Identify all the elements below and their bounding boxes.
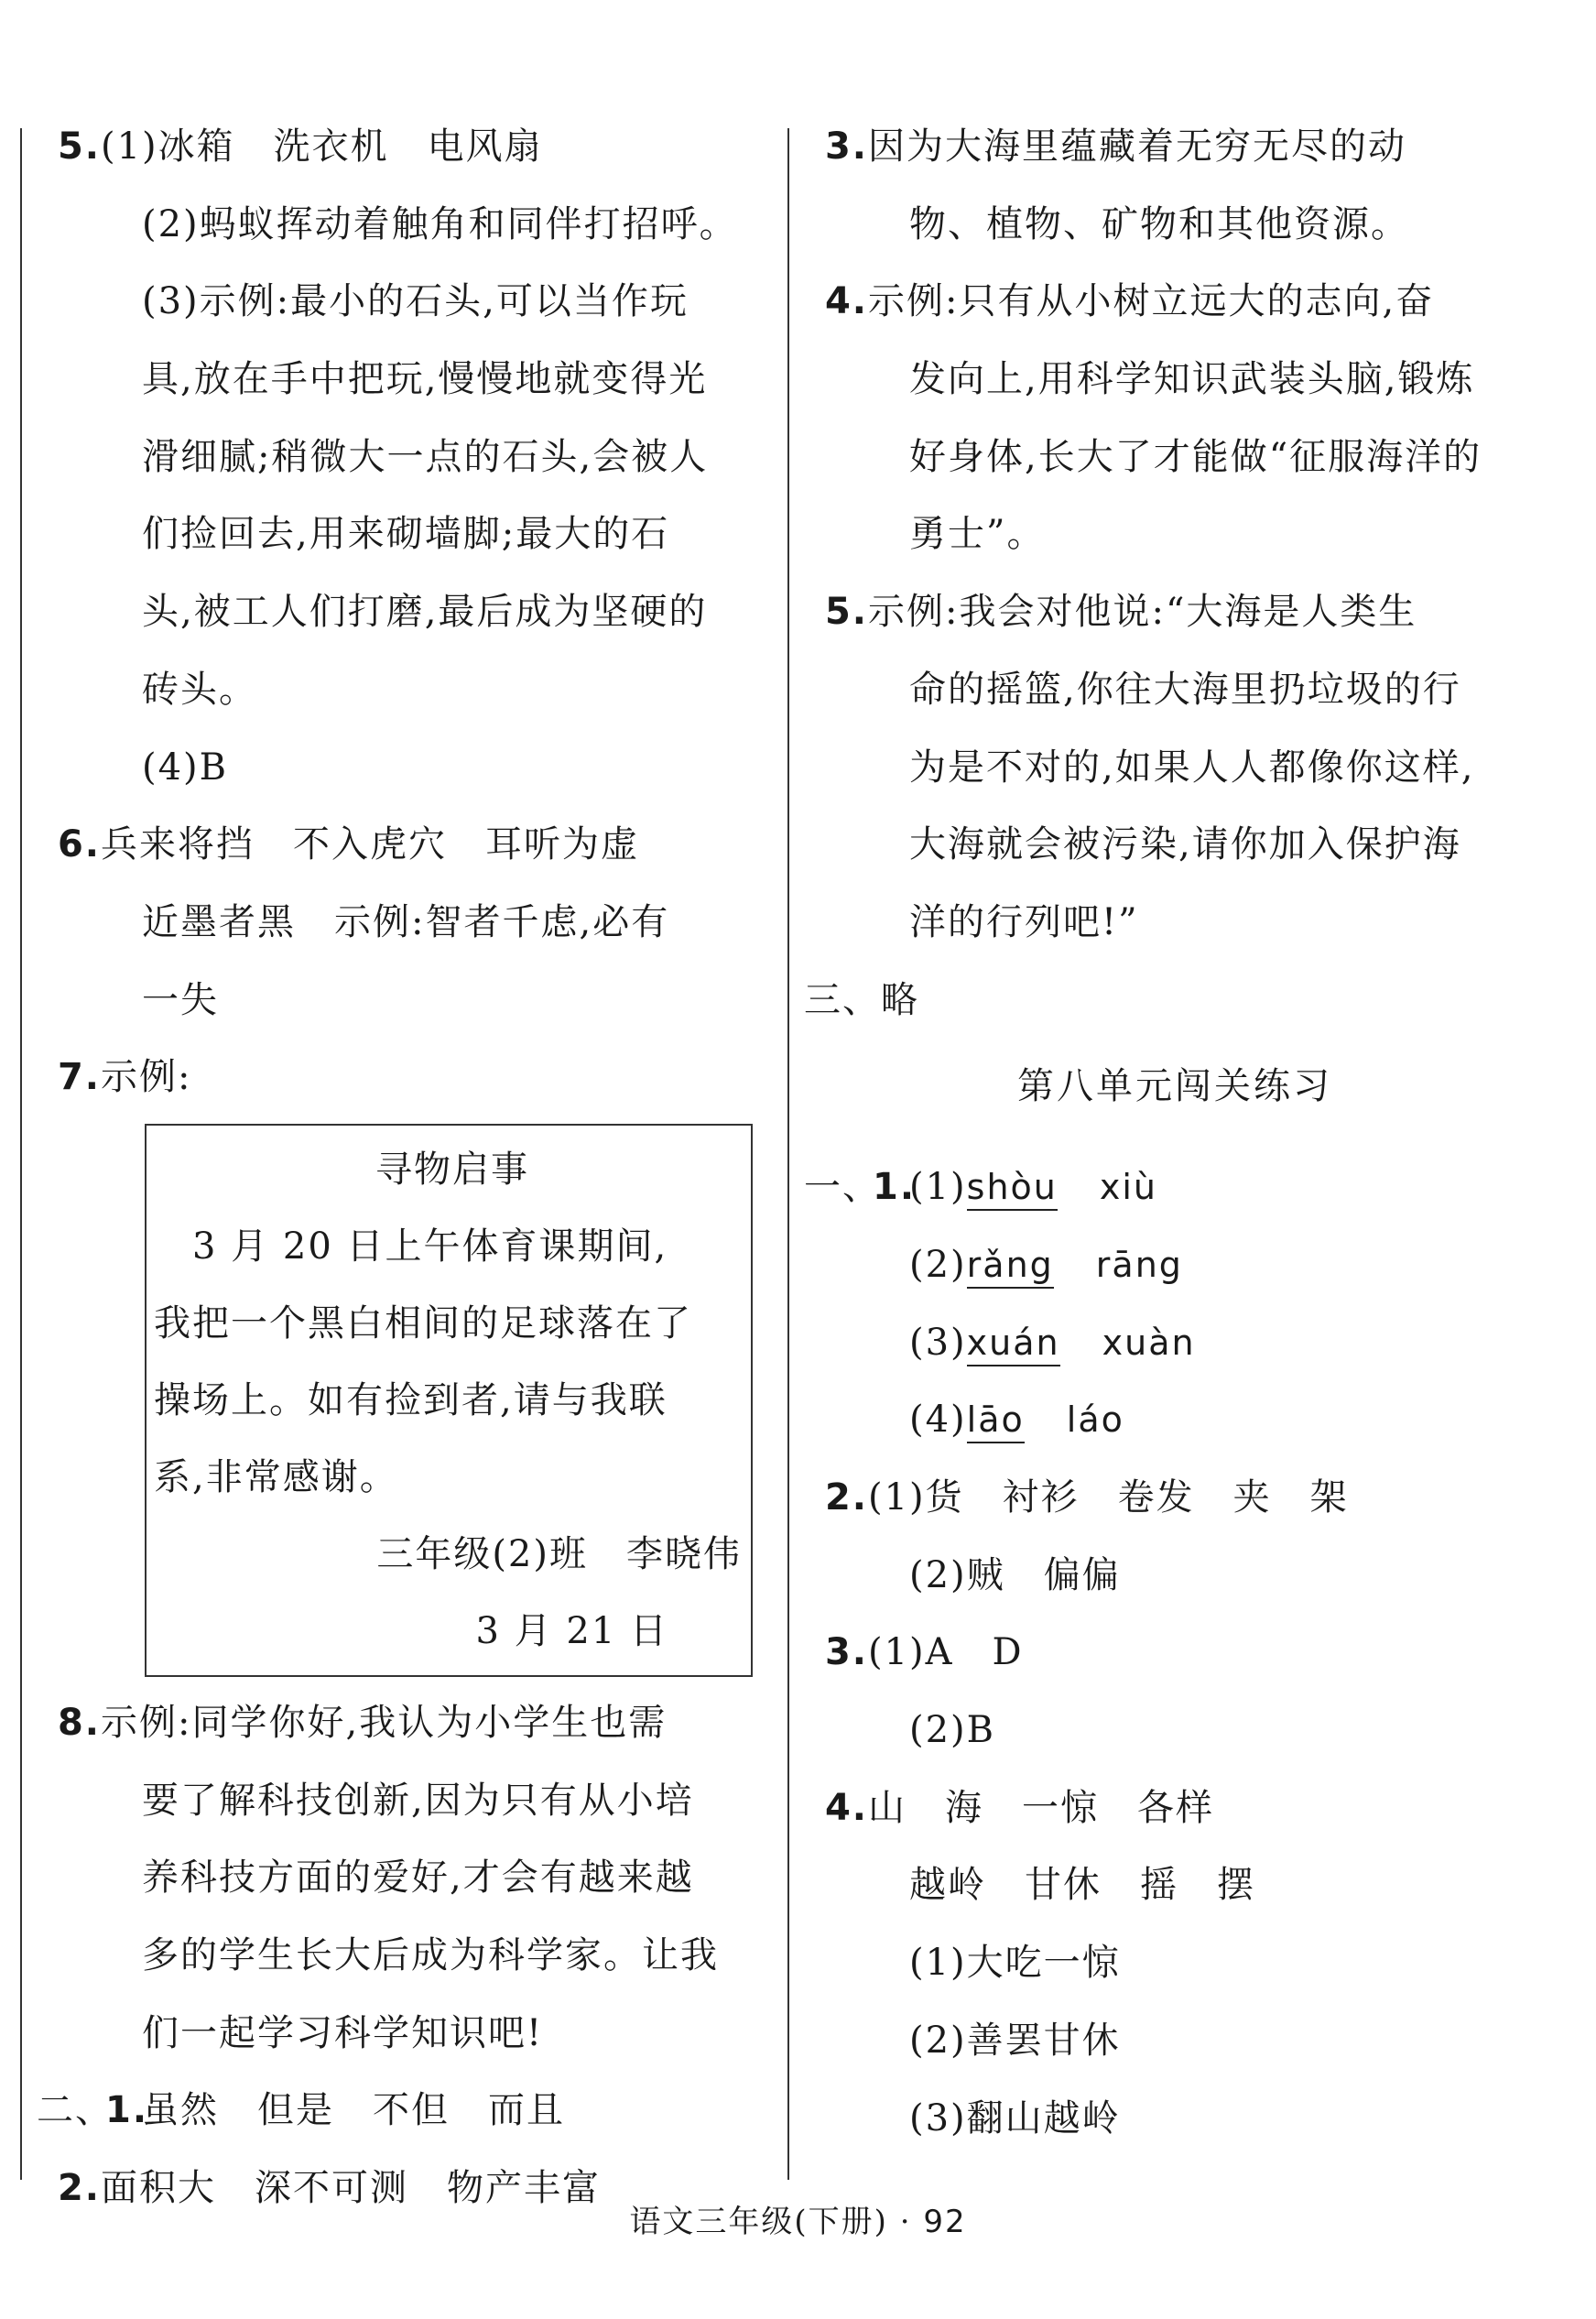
right-q5-line: 大海就会被污染,请你加入保护海 <box>909 823 1461 866</box>
left-q5-3-line: 头,被工人们打磨,最后成为坚硬的 <box>142 591 708 634</box>
answer-text: (1)货 衬衫 卷发 夹 架 <box>868 1476 1349 1519</box>
question-number: 3. <box>824 1631 868 1674</box>
right-q4-line: 勇士”。 <box>909 513 1046 556</box>
answer-text: 示例:我会对他说:“大海是人类生 <box>868 591 1417 634</box>
pinyin-plain: xuàn <box>1102 1322 1196 1363</box>
pinyin-index: (1) <box>909 1166 967 1209</box>
right-q5-line: 为是不对的,如果人人都像你这样, <box>909 746 1475 789</box>
question-number: 8. <box>57 1701 101 1744</box>
question-number: 7. <box>57 1056 101 1099</box>
question-number: 5. <box>824 591 868 634</box>
left-q5-3-line: 砖头。 <box>142 668 257 711</box>
right-q4-line1 <box>804 263 1546 341</box>
notice-body-line: 系,非常感谢。 <box>154 1455 398 1498</box>
left-margin-rule <box>20 128 22 2180</box>
answer-text: 面积大 深不可测 物产丰富 <box>101 2167 601 2210</box>
notice-signature: 三年级(2)班 李晓伟 <box>376 1532 742 1575</box>
question-number: 4. <box>824 1786 868 1829</box>
answer-text: (1)冰箱 洗衣机 电风扇 <box>101 125 543 168</box>
pinyin-underlined: shòu <box>967 1167 1058 1211</box>
left-q8-line: 养科技方面的爱好,才会有越来越 <box>142 1856 694 1900</box>
left-q5-3-line: 滑细腻;稍微大一点的石头,会被人 <box>142 435 709 478</box>
right-p4-line: (3)翻山越岭 <box>909 2096 1121 2139</box>
question-number: 4. <box>824 280 868 323</box>
right-q5-line: 洋的行列吧!” <box>909 900 1139 943</box>
column-divider <box>787 128 789 2180</box>
left-q7 <box>37 1039 769 1116</box>
pinyin-plain: xiù <box>1099 1167 1158 1208</box>
pinyin-underlined: xuán <box>967 1323 1060 1366</box>
left-q5-3-line: 们捡回去,用来砌墙脚;最大的石 <box>142 513 670 556</box>
left-q6-line1 <box>37 806 769 884</box>
notice-date: 3 月 21 日 <box>475 1609 668 1652</box>
notice-title: 寻物启事 <box>375 1148 529 1191</box>
section-two-q1 <box>37 2072 769 2150</box>
pinyin-row-1 <box>804 1149 1546 1226</box>
section-three: 三、略 <box>804 978 919 1021</box>
answer-text: 因为大海里蕴藏着无穷无尽的动 <box>868 125 1406 168</box>
right-q5-line: 命的摇篮,你往大海里扔垃圾的行 <box>909 668 1461 711</box>
right-column <box>804 108 1546 2157</box>
left-q5-3-line: (3)示例:最小的石头,可以当作玩 <box>142 280 689 323</box>
right-p2-line1 <box>804 1459 1546 1537</box>
answer-text: 山 海 一惊 各样 <box>868 1786 1214 1829</box>
left-q5-3-line: 具,放在手中把玩,慢慢地就变得光 <box>142 358 708 401</box>
answer-text: 兵来将挡 不入虎穴 耳听为虚 <box>101 823 639 866</box>
left-q8-line: 多的学生长大后成为科学家。让我 <box>142 1934 719 1976</box>
question-number: 2. <box>57 2167 101 2210</box>
notice-body-line: 我把一个黑白相间的足球落在了 <box>154 1301 692 1345</box>
pinyin-index: (3) <box>909 1321 967 1364</box>
question-number: 1. <box>105 2089 149 2132</box>
left-q6-line: 近墨者黑 示例:智者千虑,必有 <box>142 900 670 943</box>
left-q8-line1 <box>37 1684 769 1762</box>
right-p3-line1 <box>804 1614 1546 1692</box>
page-footer <box>0 2196 1596 2241</box>
left-q8-line: 要了解科技创新,因为只有从小培 <box>142 1779 694 1822</box>
question-number: 5. <box>57 125 101 168</box>
right-p4-line1 <box>804 1769 1546 1847</box>
notice-body-line: 操场上。如有捡到者,请与我联 <box>154 1378 668 1421</box>
right-p4-line: (1)大吃一惊 <box>909 1942 1121 1985</box>
book-title: 语文三年级(下册) <box>629 2204 888 2240</box>
pinyin-plain: láo <box>1066 1399 1124 1441</box>
right-q3-line: 物、植物、矿物和其他资源。 <box>909 202 1409 245</box>
lost-notice-box <box>145 1124 753 1677</box>
pinyin-row-3 <box>804 1304 1546 1382</box>
right-q4-line: 发向上,用科学知识武装头脑,锻炼 <box>909 358 1475 401</box>
question-number: 2. <box>824 1476 868 1519</box>
left-q5-4: (4)B <box>142 746 229 789</box>
section-prefix: 二、 <box>37 2089 114 2132</box>
answer-text: 示例:只有从小树立远大的志向,奋 <box>868 280 1435 323</box>
question-number: 1. <box>873 1166 917 1209</box>
notice-body-line: 3 月 20 日上午体育课期间, <box>154 1225 668 1268</box>
answer-text: 虽然 但是 不但 而且 <box>142 2089 565 2132</box>
answer-text: 示例:同学你好,我认为小学生也需 <box>101 1701 668 1744</box>
left-q8-line: 们一起学习科学知识吧! <box>142 2011 544 2054</box>
left-q5-line2: (2)蚂蚁挥动着触角和同伴打招呼。 <box>142 202 738 245</box>
right-p2-line2: (2)贼 偏偏 <box>909 1553 1121 1596</box>
pinyin-underlined: lāo <box>967 1399 1025 1443</box>
right-q3-line1 <box>804 108 1546 186</box>
right-p4-line: 越岭 甘休 摇 摆 <box>909 1864 1255 1907</box>
pinyin-index: (4) <box>909 1399 967 1442</box>
left-q5-line1 <box>37 108 769 186</box>
pinyin-index: (2) <box>909 1243 967 1286</box>
left-q6-line: 一失 <box>142 978 219 1021</box>
question-number: 3. <box>824 125 868 168</box>
right-p3-line2: (2)B <box>909 1709 996 1752</box>
question-number: 6. <box>57 823 101 866</box>
answer-text: 示例: <box>101 1056 192 1099</box>
unit-eight-title: 第八单元闯关练习 <box>1017 1065 1332 1108</box>
pinyin-plain: rāng <box>1095 1244 1183 1285</box>
page-number: 92 <box>923 2204 967 2240</box>
section-prefix: 一、 <box>804 1166 881 1209</box>
right-p4-line: (2)善罢甘休 <box>909 2019 1121 2062</box>
pinyin-row-4 <box>804 1381 1546 1459</box>
right-q4-line: 好身体,长大了才能做“征服海洋的 <box>909 435 1482 478</box>
footer-separator: · <box>899 2204 912 2240</box>
left-column <box>37 108 769 2227</box>
answer-text: (1)A D <box>868 1631 1024 1674</box>
right-q5-line1 <box>804 573 1546 651</box>
pinyin-underlined: rǎng <box>967 1245 1054 1289</box>
pinyin-row-2 <box>804 1226 1546 1304</box>
